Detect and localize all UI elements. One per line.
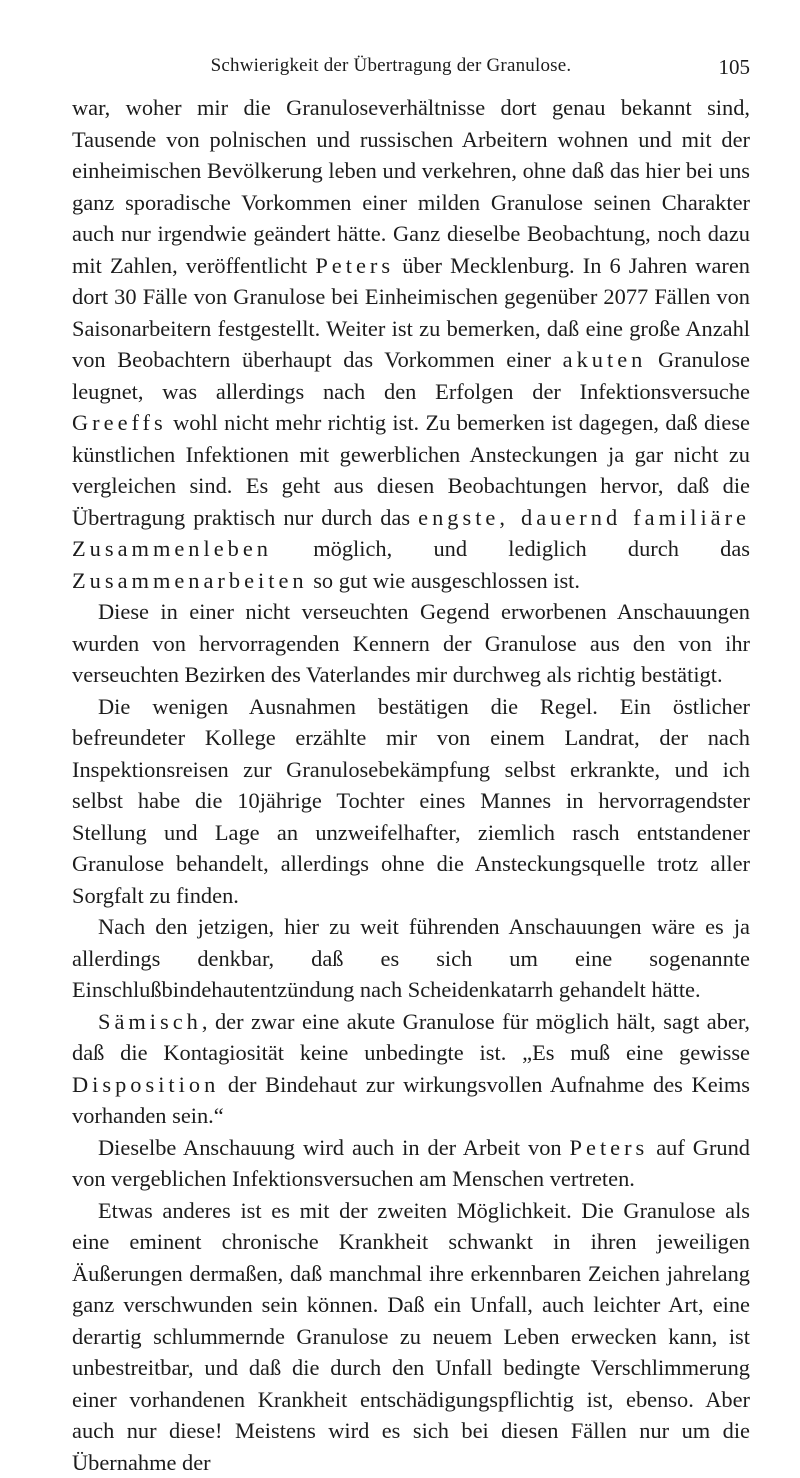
emphasis-zusammenarbeiten: Zusammenarbeiten — [72, 568, 308, 593]
author-name-peters: Peters — [570, 1135, 649, 1160]
text-run: wohl nicht mehr richtig ist. Zu bemerken ist dagegen, daß diese künstlichen Infektionen mit gewerblichen Ansteckungen ja gar nicht zu vergleichen sind. Es geht aus diesen Beobachtungen hervor, daß die Übertragung praktisch nur durch das — [72, 410, 750, 530]
text-run: auf Grund von vergeblichen Infektionsversuchen am Menschen vertreten. — [72, 1135, 750, 1192]
body-text — [72, 92, 750, 1478]
paragraph-3: Die wenigen Ausnahmen bestätigen die Regel. Ein östlicher befreundeter Kollege erzählte mir von einem Landrat, der nach Inspektionsreisen zur Granulosebekämpfung selbst erkrankte, und ich selbst habe die 10jährige Tochter eines Mannes in hervorragendster Stellung und Lage an unzweifelhafter, ziemlich rasch entstandener Granulose behandelt, allerdings ohne die Ansteckungsquelle trotz aller Sorgfalt zu finden. — [72, 691, 750, 912]
text-run: Granulose leugnet, was allerdings nach den Erfolgen der Infektionsversuche — [72, 347, 750, 404]
paragraph-5 — [72, 1006, 750, 1132]
paragraph-1 — [72, 92, 750, 596]
paragraph-6 — [72, 1132, 750, 1195]
author-name-saemisch: Sämisch — [98, 1009, 202, 1034]
text-run: möglich, und lediglich durch das — [272, 536, 750, 561]
author-name-greeffs: Greeffs — [72, 410, 167, 435]
text-run: , der zwar eine akute Granulose für möglich hält, sagt aber, daß die Kontagiosität keine unbedingte ist. „Es muß eine gewisse — [72, 1009, 750, 1066]
emphasis-disposition: Disposition — [72, 1072, 219, 1097]
paragraph-4: Nach den jetzigen, hier zu weit führenden Anschauungen wäre es ja allerdings denkbar, daß es sich um eine sogenannte Einschlußbindehautentzündung nach Scheidenkatarrh gehandelt hätte. — [72, 911, 750, 1006]
text-run: über Mecklenburg. In 6 Jahren waren dort 30 Fälle von Granulose bei Einheimischen gegenüber 2077 Fällen von Saisonarbeitern festgestellt. Weiter ist zu bemerken, daß eine große Anzahl von Beobachtern überhaupt das Vorkommen einer — [72, 253, 750, 373]
text-run: der Bindehaut zur wirkungsvollen Aufnahme des Keims vorhanden sein.“ — [72, 1072, 750, 1129]
emphasis-zusammenleben: engste, dauernd familiäre Zusammenleben — [72, 505, 750, 562]
paragraph-7: Etwas anderes ist es mit der zweiten Möglichkeit. Die Granulose als eine eminent chronische Krankheit schwankt in ihren jeweiligen Äußerungen dermaßen, daß manchmal ihre erkennbaren Zeichen jahrelang ganz verschwunden sein können. Daß ein Unfall, auch leichter Art, eine derartig schlummernde Granulose zu neuem Leben erwecken kann, ist unbestreitbar, und daß die durch den Unfall bedingte Verschlimmerung einer vorhandenen Krankheit entschädigungspflichtig ist, ebenso. Aber auch nur diese! Meistens wird es sich bei diesen Fällen nur um die Übernahme der — [72, 1195, 750, 1478]
running-title: Schwierigkeit der Übertragung der Granulose. — [72, 55, 710, 77]
text-run: Dieselbe Anschauung wird auch in der Arbeit von — [98, 1135, 570, 1160]
text-run: war, woher mir die Granuloseverhältnisse dort genau bekannt sind, Tausende von polnischen und russischen Arbeitern wohnen und mit der einheimischen Bevölkerung leben und verkehren, ohne daß das hier bei uns ganz sporadische Vorkommen einer milden Granulose seinen Charakter auch nur irgendwie geändert hätte. Ganz dieselbe Beobachtung, noch dazu mit Zahlen, veröffentlicht — [72, 95, 750, 278]
page-number: 105 — [719, 55, 751, 80]
emphasis-akuten: akuten — [563, 347, 647, 372]
text-run: so gut wie ausgeschlossen ist. — [308, 568, 580, 593]
author-name-peters: Peters — [315, 253, 394, 278]
paragraph-2: Diese in einer nicht verseuchten Gegend erworbenen Anschauungen wurden von hervorragenden Kennern der Granulose aus den von ihr verseuchten Bezirken des Vaterlandes mir durchweg als richtig bestätigt. — [72, 596, 750, 691]
page-header — [72, 0, 750, 92]
